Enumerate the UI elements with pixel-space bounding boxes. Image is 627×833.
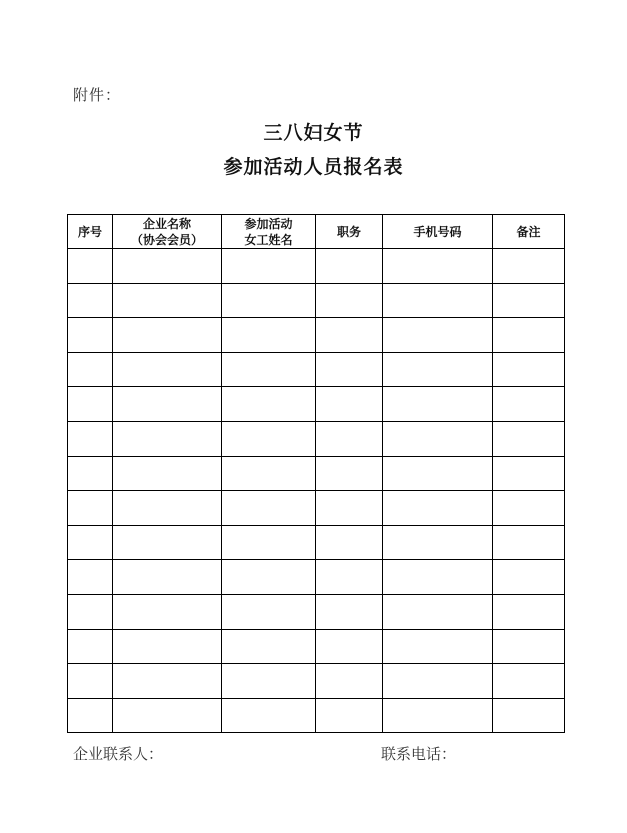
cell-company[interactable] bbox=[113, 664, 222, 699]
cell-phone[interactable] bbox=[383, 698, 493, 733]
cell-participant[interactable] bbox=[222, 283, 316, 318]
header-phone bbox=[383, 215, 493, 249]
header-index bbox=[68, 215, 113, 249]
cell-position[interactable] bbox=[316, 283, 383, 318]
cell-company[interactable] bbox=[113, 456, 222, 491]
cell-company[interactable] bbox=[113, 698, 222, 733]
cell-participant[interactable] bbox=[222, 456, 316, 491]
cell-index[interactable] bbox=[68, 318, 113, 353]
cell-remarks[interactable] bbox=[493, 629, 565, 664]
cell-company[interactable] bbox=[113, 491, 222, 526]
header-position bbox=[316, 215, 383, 249]
cell-position[interactable] bbox=[316, 249, 383, 284]
table-row bbox=[68, 421, 565, 456]
header-position-line1: 职务 bbox=[336, 224, 361, 239]
cell-company[interactable] bbox=[113, 629, 222, 664]
table-header-row bbox=[68, 215, 565, 249]
cell-phone[interactable] bbox=[383, 594, 493, 629]
cell-position[interactable] bbox=[316, 387, 383, 422]
cell-index[interactable] bbox=[68, 352, 113, 387]
document-title: 三八妇女节 bbox=[263, 122, 364, 144]
cell-participant[interactable] bbox=[222, 421, 316, 456]
cell-remarks[interactable] bbox=[493, 491, 565, 526]
contact-phone-label: 联系电话： bbox=[381, 745, 457, 763]
cell-remarks[interactable] bbox=[493, 352, 565, 387]
table-row bbox=[68, 456, 565, 491]
cell-phone[interactable] bbox=[383, 318, 493, 353]
cell-company[interactable] bbox=[113, 283, 222, 318]
header-remarks bbox=[493, 215, 565, 249]
cell-phone[interactable] bbox=[383, 491, 493, 526]
cell-index[interactable] bbox=[68, 456, 113, 491]
cell-phone[interactable] bbox=[383, 283, 493, 318]
document-subtitle: 参加活动人员报名表 bbox=[223, 156, 404, 178]
table-row bbox=[68, 525, 565, 560]
table-body bbox=[68, 249, 565, 733]
cell-phone[interactable] bbox=[383, 456, 493, 491]
cell-index[interactable] bbox=[68, 560, 113, 595]
cell-position[interactable] bbox=[316, 491, 383, 526]
cell-remarks[interactable] bbox=[493, 525, 565, 560]
cell-position[interactable] bbox=[316, 594, 383, 629]
cell-phone[interactable] bbox=[383, 421, 493, 456]
table-row bbox=[68, 387, 565, 422]
cell-index[interactable] bbox=[68, 664, 113, 699]
table-row bbox=[68, 560, 565, 595]
cell-remarks[interactable] bbox=[493, 594, 565, 629]
cell-remarks[interactable] bbox=[493, 387, 565, 422]
cell-phone[interactable] bbox=[383, 560, 493, 595]
cell-participant[interactable] bbox=[222, 560, 316, 595]
header-company-line2: （协会会员） bbox=[130, 232, 203, 247]
cell-remarks[interactable] bbox=[493, 318, 565, 353]
cell-phone[interactable] bbox=[383, 249, 493, 284]
registration-table bbox=[67, 214, 565, 733]
cell-remarks[interactable] bbox=[493, 249, 565, 284]
cell-position[interactable] bbox=[316, 560, 383, 595]
table-row bbox=[68, 664, 565, 699]
cell-index[interactable] bbox=[68, 491, 113, 526]
cell-remarks[interactable] bbox=[493, 560, 565, 595]
cell-index[interactable] bbox=[68, 249, 113, 284]
table-row bbox=[68, 629, 565, 664]
header-company-line1: 企业名称 bbox=[142, 216, 191, 231]
cell-index[interactable] bbox=[68, 525, 113, 560]
cell-company[interactable] bbox=[113, 594, 222, 629]
header-company bbox=[113, 215, 222, 249]
cell-company[interactable] bbox=[113, 525, 222, 560]
cell-participant[interactable] bbox=[222, 525, 316, 560]
cell-company[interactable] bbox=[113, 387, 222, 422]
contact-person-label: 企业联系人： bbox=[73, 745, 164, 763]
cell-company[interactable] bbox=[113, 249, 222, 284]
cell-participant[interactable] bbox=[222, 249, 316, 284]
cell-position[interactable] bbox=[316, 629, 383, 664]
cell-position[interactable] bbox=[316, 698, 383, 733]
cell-remarks[interactable] bbox=[493, 698, 565, 733]
cell-participant[interactable] bbox=[222, 387, 316, 422]
cell-company[interactable] bbox=[113, 352, 222, 387]
attachment-label: 附件： bbox=[73, 86, 122, 104]
cell-phone[interactable] bbox=[383, 525, 493, 560]
cell-index[interactable] bbox=[68, 421, 113, 456]
cell-remarks[interactable] bbox=[493, 421, 565, 456]
cell-phone[interactable] bbox=[383, 387, 493, 422]
header-participant bbox=[222, 215, 316, 249]
cell-position[interactable] bbox=[316, 525, 383, 560]
cell-remarks[interactable] bbox=[493, 283, 565, 318]
table-row bbox=[68, 698, 565, 733]
cell-participant[interactable] bbox=[222, 664, 316, 699]
header-participant-line2: 女工姓名 bbox=[244, 232, 293, 247]
cell-phone[interactable] bbox=[383, 629, 493, 664]
table-row bbox=[68, 594, 565, 629]
cell-participant[interactable] bbox=[222, 629, 316, 664]
cell-index[interactable] bbox=[68, 594, 113, 629]
table-row bbox=[68, 318, 565, 353]
cell-phone[interactable] bbox=[383, 352, 493, 387]
cell-position[interactable] bbox=[316, 318, 383, 353]
cell-company[interactable] bbox=[113, 318, 222, 353]
cell-remarks[interactable] bbox=[493, 456, 565, 491]
header-phone-line1: 手机号码 bbox=[413, 224, 462, 239]
cell-index[interactable] bbox=[68, 387, 113, 422]
cell-position[interactable] bbox=[316, 664, 383, 699]
cell-participant[interactable] bbox=[222, 491, 316, 526]
cell-company[interactable] bbox=[113, 560, 222, 595]
header-participant-line1: 参加活动 bbox=[244, 216, 293, 231]
cell-index[interactable] bbox=[68, 629, 113, 664]
cell-position[interactable] bbox=[316, 456, 383, 491]
cell-position[interactable] bbox=[316, 352, 383, 387]
header-remarks-line1: 备注 bbox=[516, 224, 541, 239]
cell-remarks[interactable] bbox=[493, 664, 565, 699]
header-index-line1: 序号 bbox=[77, 224, 102, 239]
cell-participant[interactable] bbox=[222, 594, 316, 629]
cell-participant[interactable] bbox=[222, 352, 316, 387]
table-row bbox=[68, 249, 565, 284]
cell-position[interactable] bbox=[316, 421, 383, 456]
table-row bbox=[68, 283, 565, 318]
table-row bbox=[68, 491, 565, 526]
table-row bbox=[68, 352, 565, 387]
cell-participant[interactable] bbox=[222, 318, 316, 353]
cell-company[interactable] bbox=[113, 421, 222, 456]
cell-participant[interactable] bbox=[222, 698, 316, 733]
cell-index[interactable] bbox=[68, 698, 113, 733]
cell-phone[interactable] bbox=[383, 664, 493, 699]
cell-index[interactable] bbox=[68, 283, 113, 318]
